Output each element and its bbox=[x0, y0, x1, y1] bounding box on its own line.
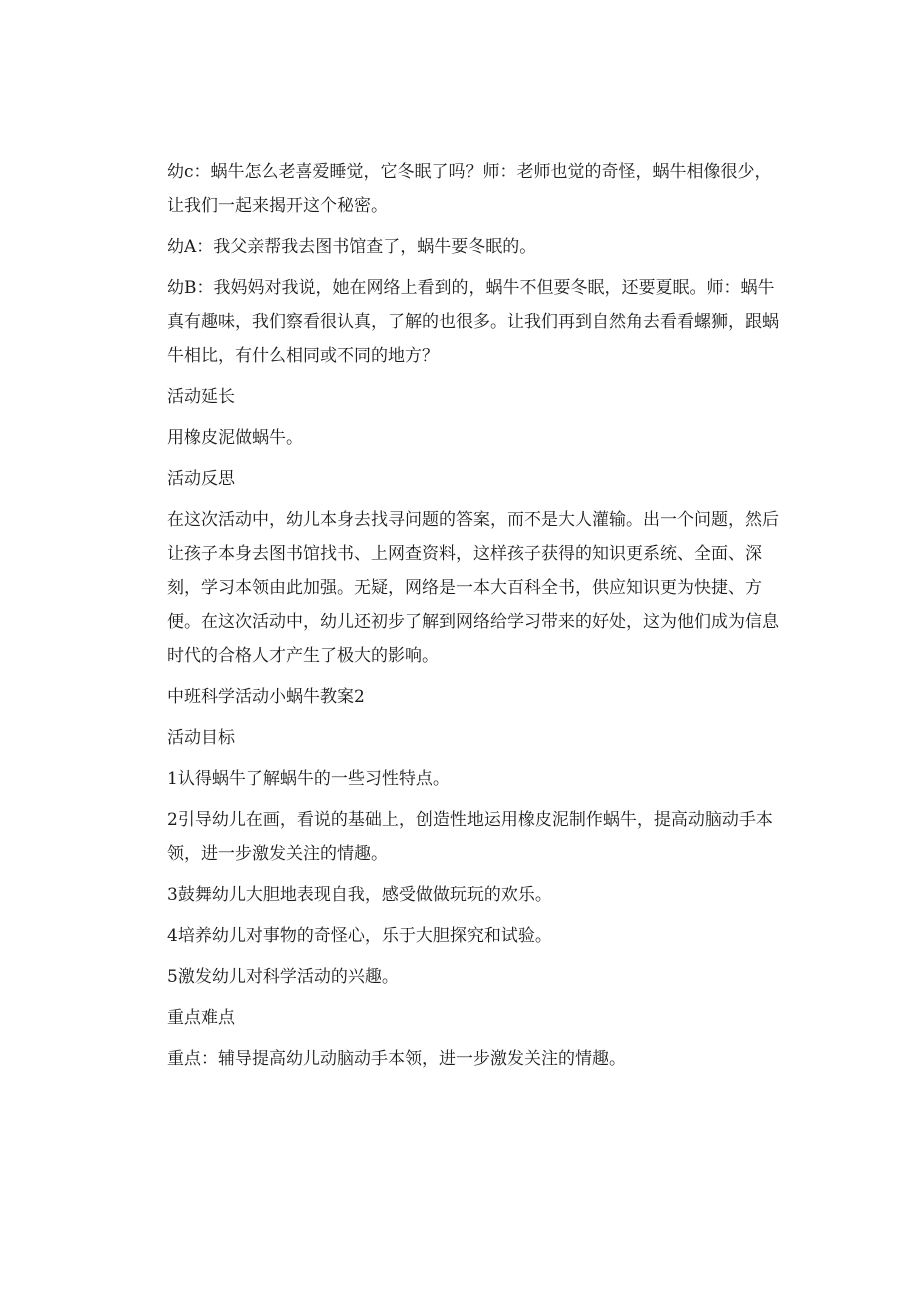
heading-activity-goals: 活动目标 bbox=[167, 728, 235, 748]
goal-item-4: 4培养幼儿对事物的奇怪心，乐于大胆探究和试验。 bbox=[167, 926, 552, 946]
heading-lesson-plan-2: 中班科学活动小蜗牛教案2 bbox=[167, 687, 365, 707]
goal-item-1: 1认得蜗牛了解蜗牛的一些习性特点。 bbox=[167, 769, 450, 789]
paragraph-dialogue-c: 幼c：蜗牛怎么老喜爱睡觉，它冬眠了吗？师：老师也觉的奇怪，蜗牛相像很少，让我们一起来揭开这个秘密。 bbox=[167, 162, 772, 216]
goal-item-3: 3鼓舞幼儿大胆地表现自我，感受做做玩玩的欢乐。 bbox=[167, 885, 552, 905]
heading-activity-reflection: 活动反思 bbox=[167, 469, 235, 489]
heading-key-points: 重点难点 bbox=[167, 1008, 235, 1028]
paragraph-key-point: 重点：辅导提高幼儿动脑动手本领，进一步激发关注的情趣。 bbox=[167, 1049, 626, 1069]
paragraph-dialogue-a: 幼A：我父亲帮我去图书馆查了，蜗牛要冬眠的。 bbox=[167, 237, 537, 257]
paragraph-reflection-text: 在这次活动中，幼儿本身去找寻问题的答案，而不是大人灌输。出一个问题，然后让孩子本身去图书馆找书、上网查资料，这样孩子获得的知识更系统、全面、深刻，学习本领由此加强。无疑，网络是一本大百科全书，供应知识更为快捷、方便。在这次活动中，幼儿还初步了解到网络给学习带来的好处，这为他们成为信息时代的合格人才产生了极大的影响。 bbox=[167, 510, 779, 666]
paragraph-dialogue-b: 幼B：我妈妈对我说，她在网络上看到的，蜗牛不但要冬眠，还要夏眠。师：蜗牛真有趣味，我们察看很认真，了解的也很多。让我们再到自然角去看看螺狮，跟蜗牛相比，有什么相同或不同的地方？ bbox=[167, 278, 779, 366]
paragraph-extension-text: 用橡皮泥做蜗牛。 bbox=[167, 428, 303, 448]
goal-item-5: 5激发幼儿对科学活动的兴趣。 bbox=[167, 967, 399, 987]
goal-item-2: 2引导幼儿在画，看说的基础上，创造性地运用橡皮泥制作蜗牛，提高动脑动手本领，进一步激发关注的情趣。 bbox=[167, 810, 773, 864]
document-body bbox=[167, 155, 787, 1076]
heading-activity-extension: 活动延长 bbox=[167, 387, 235, 407]
